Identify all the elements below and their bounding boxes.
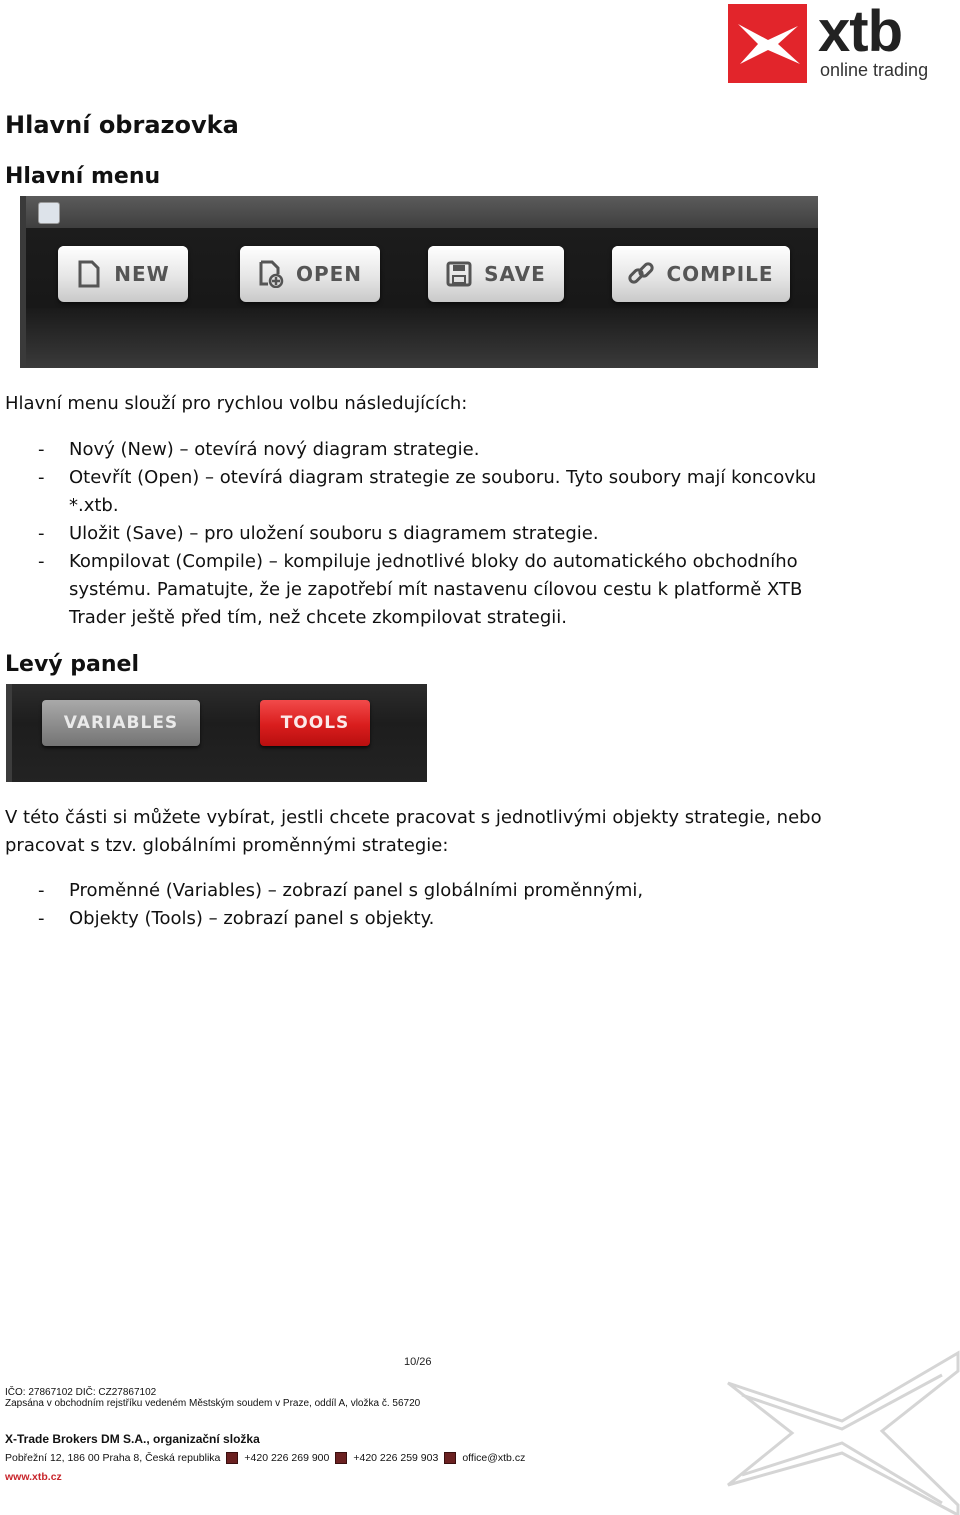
footer-email[interactable]: office@xtb.cz: [462, 1452, 526, 1464]
main-menu-list: [5, 436, 825, 632]
save-button[interactable]: [428, 246, 564, 302]
list-item: - Uložit (Save) – pro uložení souboru s diagramem strategie.: [38, 523, 599, 544]
logo-brand: xtb: [818, 0, 902, 64]
compile-button-label: COMPILE: [666, 262, 774, 286]
left-panel-paragraph: V této části si můžete vybírat, jestli chcete pracovat s jednotlivými objekty strategie, nebo pracovat s tzv. globálními proměnnými strategie:: [5, 807, 822, 856]
xtb-watermark-icon: [722, 1335, 960, 1515]
x-logo-icon: [728, 4, 807, 83]
footer-phone: +420 226 269 900: [244, 1452, 330, 1464]
list-item: - Objekty (Tools) – zobrazí panel s objekty.: [38, 908, 435, 929]
new-button[interactable]: [58, 246, 188, 302]
link-icon: [628, 260, 654, 288]
java-app-icon: [38, 202, 60, 224]
variables-button[interactable]: VARIABLES: [42, 700, 200, 746]
logo-tagline: online trading: [820, 60, 929, 80]
section-heading-main-menu: Hlavní menu: [5, 164, 161, 189]
compile-button[interactable]: [612, 246, 790, 302]
email-icon: [444, 1452, 456, 1464]
open-button[interactable]: [240, 246, 380, 302]
list-item: - Proměnné (Variables) – zobrazí panel s globálními proměnnými,: [38, 880, 644, 901]
footer-fax: +420 226 259 903: [353, 1452, 439, 1464]
footer-ids: IČO: 27867102 DIČ: CZ27867102: [5, 1387, 157, 1398]
new-button-label: NEW: [114, 262, 170, 286]
left-panel-list: [5, 877, 825, 933]
open-button-label: OPEN: [295, 262, 363, 286]
xtb-logo-mark: [728, 4, 807, 83]
new-file-icon: [76, 260, 102, 288]
main-menu-screenshot: [20, 196, 818, 368]
footer-registry: Zapsána v obchodním rejstříku vedeném Městským soudem v Praze, oddíl A, vložka č. 56720: [5, 1398, 421, 1409]
list-item: - Nový (New) – otevírá nový diagram strategie.: [38, 439, 480, 460]
page-title: Hlavní obrazovka: [5, 111, 239, 139]
section-heading-left-panel: Levý panel: [5, 652, 139, 677]
phone-icon: [226, 1452, 238, 1464]
footer-website-link[interactable]: www.xtb.cz: [5, 1471, 62, 1483]
footer-address: Pobřežní 12, 186 00 Praha 8, Česká republika: [5, 1452, 221, 1464]
save-button-label: SAVE: [484, 262, 546, 286]
floppy-disk-icon: [446, 260, 472, 288]
open-file-icon: [258, 260, 284, 288]
list-item: - Kompilovat (Compile) – kompiluje jednotlivé bloky do automatického obchodního systému. Pamatujte, že je zapotřebí mít nastavenu cílovou cestu k platformě XTB Trader ještě před tím, než chcete zkompilovat strategii.: [38, 551, 803, 628]
fax-icon: [335, 1452, 347, 1464]
window-titlebar: [26, 196, 818, 228]
footer-company: X-Trade Brokers DM S.A., organizační složka: [5, 1432, 260, 1446]
main-menu-intro: Hlavní menu slouží pro rychlou volbu následujících:: [5, 393, 468, 414]
footer-contact: [5, 1452, 525, 1464]
tools-button[interactable]: TOOLS: [260, 700, 370, 746]
left-panel-screenshot: [6, 684, 427, 782]
list-item: - Otevřít (Open) – otevírá diagram strategie ze souboru. Tyto soubory mají koncovku *.xtb.: [38, 467, 817, 516]
page-number: 10/26: [404, 1356, 432, 1368]
